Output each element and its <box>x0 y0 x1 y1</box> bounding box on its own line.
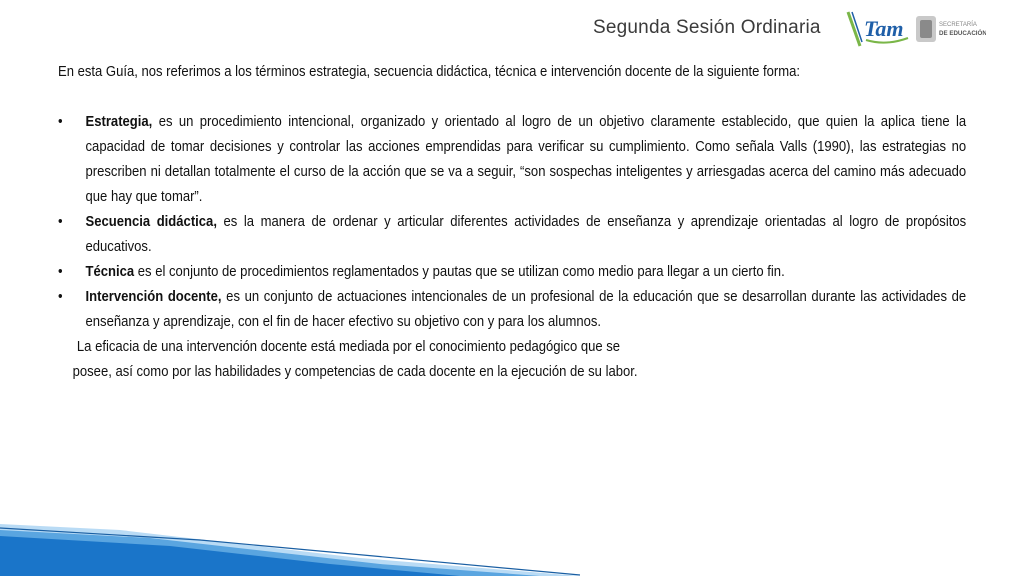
sec-logo-line1: SECRETARÍA <box>939 22 977 28</box>
slide-body <box>58 59 966 384</box>
institution-logos <box>846 10 986 50</box>
closing-line-1: La eficacia de una intervención docente está mediada por el conocimiento pedagógico que se <box>76 338 621 355</box>
sec-logo-line2: DE EDUCACIÓN <box>939 30 986 37</box>
term-definition: es un conjunto de actuaciones intencionales de un profesional de la educación que se desarrollan durante las actividades de enseñanza y aprendizaje, con el fin de hacer efectivo su objetivo con y para los alumnos. <box>85 288 967 330</box>
tam-logo-icon <box>846 10 986 50</box>
term-definition: es un procedimiento intencional, organizado y orientado al logro de un objetivo claramente establecido, que quien la aplica tiene la capacidad de tomar decisiones y controlar las acciones emprendidas para verificar su cumplimiento. Como señala Valls (1990), las estrategias no prescriben ni detallan totalmente el curso de la acción que se va a seguir, “son sospechas inteligentes y arriesgadas acerca del camino más adecuado que hay que tomar”. <box>85 113 967 205</box>
slide-header-title: Segunda Sesión Ordinaria <box>593 17 821 38</box>
closing-line-2: posee, así como por las habilidades y competencias de cada docente en la ejecución de su labor. <box>72 363 638 380</box>
definition-item-tecnica: • Técnica es el conjunto de procedimientos reglamentados y pautas que se utilizan como medio para llegar a un cierto fin. <box>58 263 785 280</box>
term-label: Intervención docente, <box>85 288 222 305</box>
definition-item-estrategia: • Estrategia, es un procedimiento intencional, organizado y orientado al logro de un objetivo claramente establecido, que quien la aplica tiene la capacidad de tomar decisiones y controlar las acciones emprendidas para verificar su cumplimiento. Como señala Valls (1990), las estrategias no prescriben ni detallan totalmente el curso de la acción que se va a seguir, “son sospechas inteligentes y arriesgadas acerca del camino más adecuado que hay que tomar”. <box>58 113 967 205</box>
term-definition: es la manera de ordenar y articular diferentes actividades de enseñanza y aprendizaje orientadas al logro de propósitos educativos. <box>85 213 967 255</box>
decorative-wave-band <box>0 500 1024 576</box>
intro-paragraph: En esta Guía, nos referimos a los términos estrategia, secuencia didáctica, técnica e intervención docente de la siguiente forma: <box>58 63 800 80</box>
definition-list <box>58 109 966 334</box>
definition-item-secuencia: • Secuencia didáctica, es la manera de ordenar y articular diferentes actividades de enseñanza y aprendizaje orientadas al logro de propósitos educativos. <box>58 213 967 255</box>
term-label: Secuencia didáctica, <box>85 213 217 230</box>
definition-item-intervencion: • Intervención docente, es un conjunto de actuaciones intencionales de un profesional de la educación que se desarrollan durante las actividades de enseñanza y aprendizaje, con el fin de hacer efectivo su objetivo con y para los alumnos. <box>58 288 967 330</box>
tam-logo-text: Tam <box>864 16 904 41</box>
term-label: Técnica <box>85 263 135 280</box>
term-definition: es el conjunto de procedimientos reglamentados y pautas que se utilizan como medio para llegar a un cierto fin. <box>134 263 785 280</box>
term-label: Estrategia, <box>85 113 153 130</box>
